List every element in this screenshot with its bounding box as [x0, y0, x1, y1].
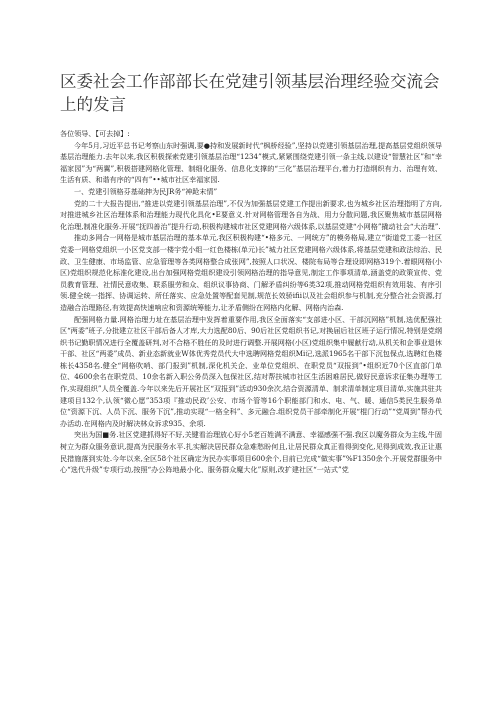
document-body: [60, 128, 442, 476]
section-heading: 一、党建引领格芬基础抻为民JR务“神跄末情”: [74, 186, 218, 196]
paragraph: 配强网格力量.网格治理力址在基层治理中发挥着重要作用,我区全面落实“支部进小区、干部沉网格”机制,选优配强社区“两委”班子,分批建立社区干部后备人才库,大力选配80后、90后社区党组织书记,对换届后社区班子运行情况,特别是党纲织书记勤职情况进行全覆盖研判,对不合格不胜任的及时进行调整.开展网格(小区)党组织集中履献行动,从机关和企事业退休干部、社区“两委”成员、新业态新就业W体优秀党员代大中选聘网格党组织Mi记,选派1965名干部下沉包保点,选聘红色楼栋长4358名.健全“网格吹哨、部门报到”机制,深化机关企、业单位党组织、在职党员“双报到”•组织近70个区直部门单位、4600余名在职党员、10余名新入职公务员深入包保社区,结对帮扶城市社区生活困难居民,做好民意诉求征集办理等工作,实现组织”人员全覆盖.今年以来先后开展社区“双报到”活动930余次,结合资源清单、制求清单制定项目清单,实施共驻共建项目132个,认领“微心愿”353项『推动民政’公安、市场个管等16个职能部门和水、电、气、暖、通信5类民生服务单位“资源下沉、人员下沉、服务下沉”,推动实现“一格全科”、多元融合.组织党员干部牵制化开展“棍门行动”“党周到”帮办代办活动.在网格内及时解决林众诉求935、余项.: [60, 314, 442, 428]
paragraph: 推动多网合一网格是城市基层治理的基本单元,我区积极构建“•格多元、一网统方”的模务格局,建立“街道党工委一社区党委一网格党组织一小区党支部一楼宇党小组一红色楼栋(单元)长”城力社区党建网格六级体系,将基层党建和政法综治、民政、卫生健康、市场监管、应急管理等各类网格整合成张网”,按照人口状况、楼院布局等合理设即网格319个.着眼网格(小区)党组织规范化标准化建设,出台加强网格党组织建设引领网格治理的指导意见,制定工作事项清单,涵盖党的政策宣传、党员教育管理、社情民意收集、联系服劳和众、组织议事协商、门解矛盾纠纷等6类32项,推动网格党组织有效用装、有序引领.健全统一指挥、协调运转、所任落实、应急处置等配套见制,规范长效骄ifii以及社会组织参与机制,充分整合社会资源,打造融合治理路径,有效提高快速响应和资源统筹能力,让矛盾侧纷在网格内化解、网格内治森.: [60, 233, 442, 312]
paragraph: 突出为国■务.社区党建抓得好不好,关键看治理放心好小5老百姓满不满意、幸福感强不强.我区以魔务群众为主线,牛固树立为群众服务意识,提高为民服务水平.扎实解决居民群众急难愁盼何且,让居民群众真正看得到变化,见得到成效,我正让惠民措施落到实处.今年以来,全区58个社区确定为民办实事项目600余个,目前已完成“做实事”%F1350余个.开展党群服务中心“选代升级”专项行动,按照“办公阵地最小化、服务群众魔大化”原则,改扩建社区“一站式”党: [60, 430, 442, 475]
salutation: 各位领导、【可去掉】:: [60, 129, 130, 138]
paragraph: 今年5月,习近平总书记考察山东时强调,要●持和发展新时代“枫桥经验”,坚持以党建引领基层治理,提高基层党组织领导基层治理能力.去年以来,我区积极探索党建引领基层治理“1234”模式,紧紧围绕党建引领一条主线,以建设“智慧社区”和“幸福家园”为“两翼”,积极搭建网格化管理、制细化服务、信息化支撑的“三化”基层治理平台,着力打造纲织有力、治理有效、生活有质、和谐有序的“四有”••城市社区幸福家园.: [60, 140, 442, 185]
document-title: 区委社会工作部部长在党建引领基层治理经验交流会上的发言: [60, 72, 440, 114]
paragraph: 党的二十大报告提出,“推进以党建引领基层治理”,不仅为加强基层党建工作提出新要求,也为城乡社区治理指明了方向,对推进城乡社区治理体系和治理能力现代化具化•E要意义.针对网格管理各自为战、用力分散问题,我区聚焦城市基层网格化治理,制准化服务.开展“抚四善治”提升行动,积极构建城市社区党建网格六级体系,以基层党建“小网格”撬动社会“大治理”.: [60, 198, 442, 231]
